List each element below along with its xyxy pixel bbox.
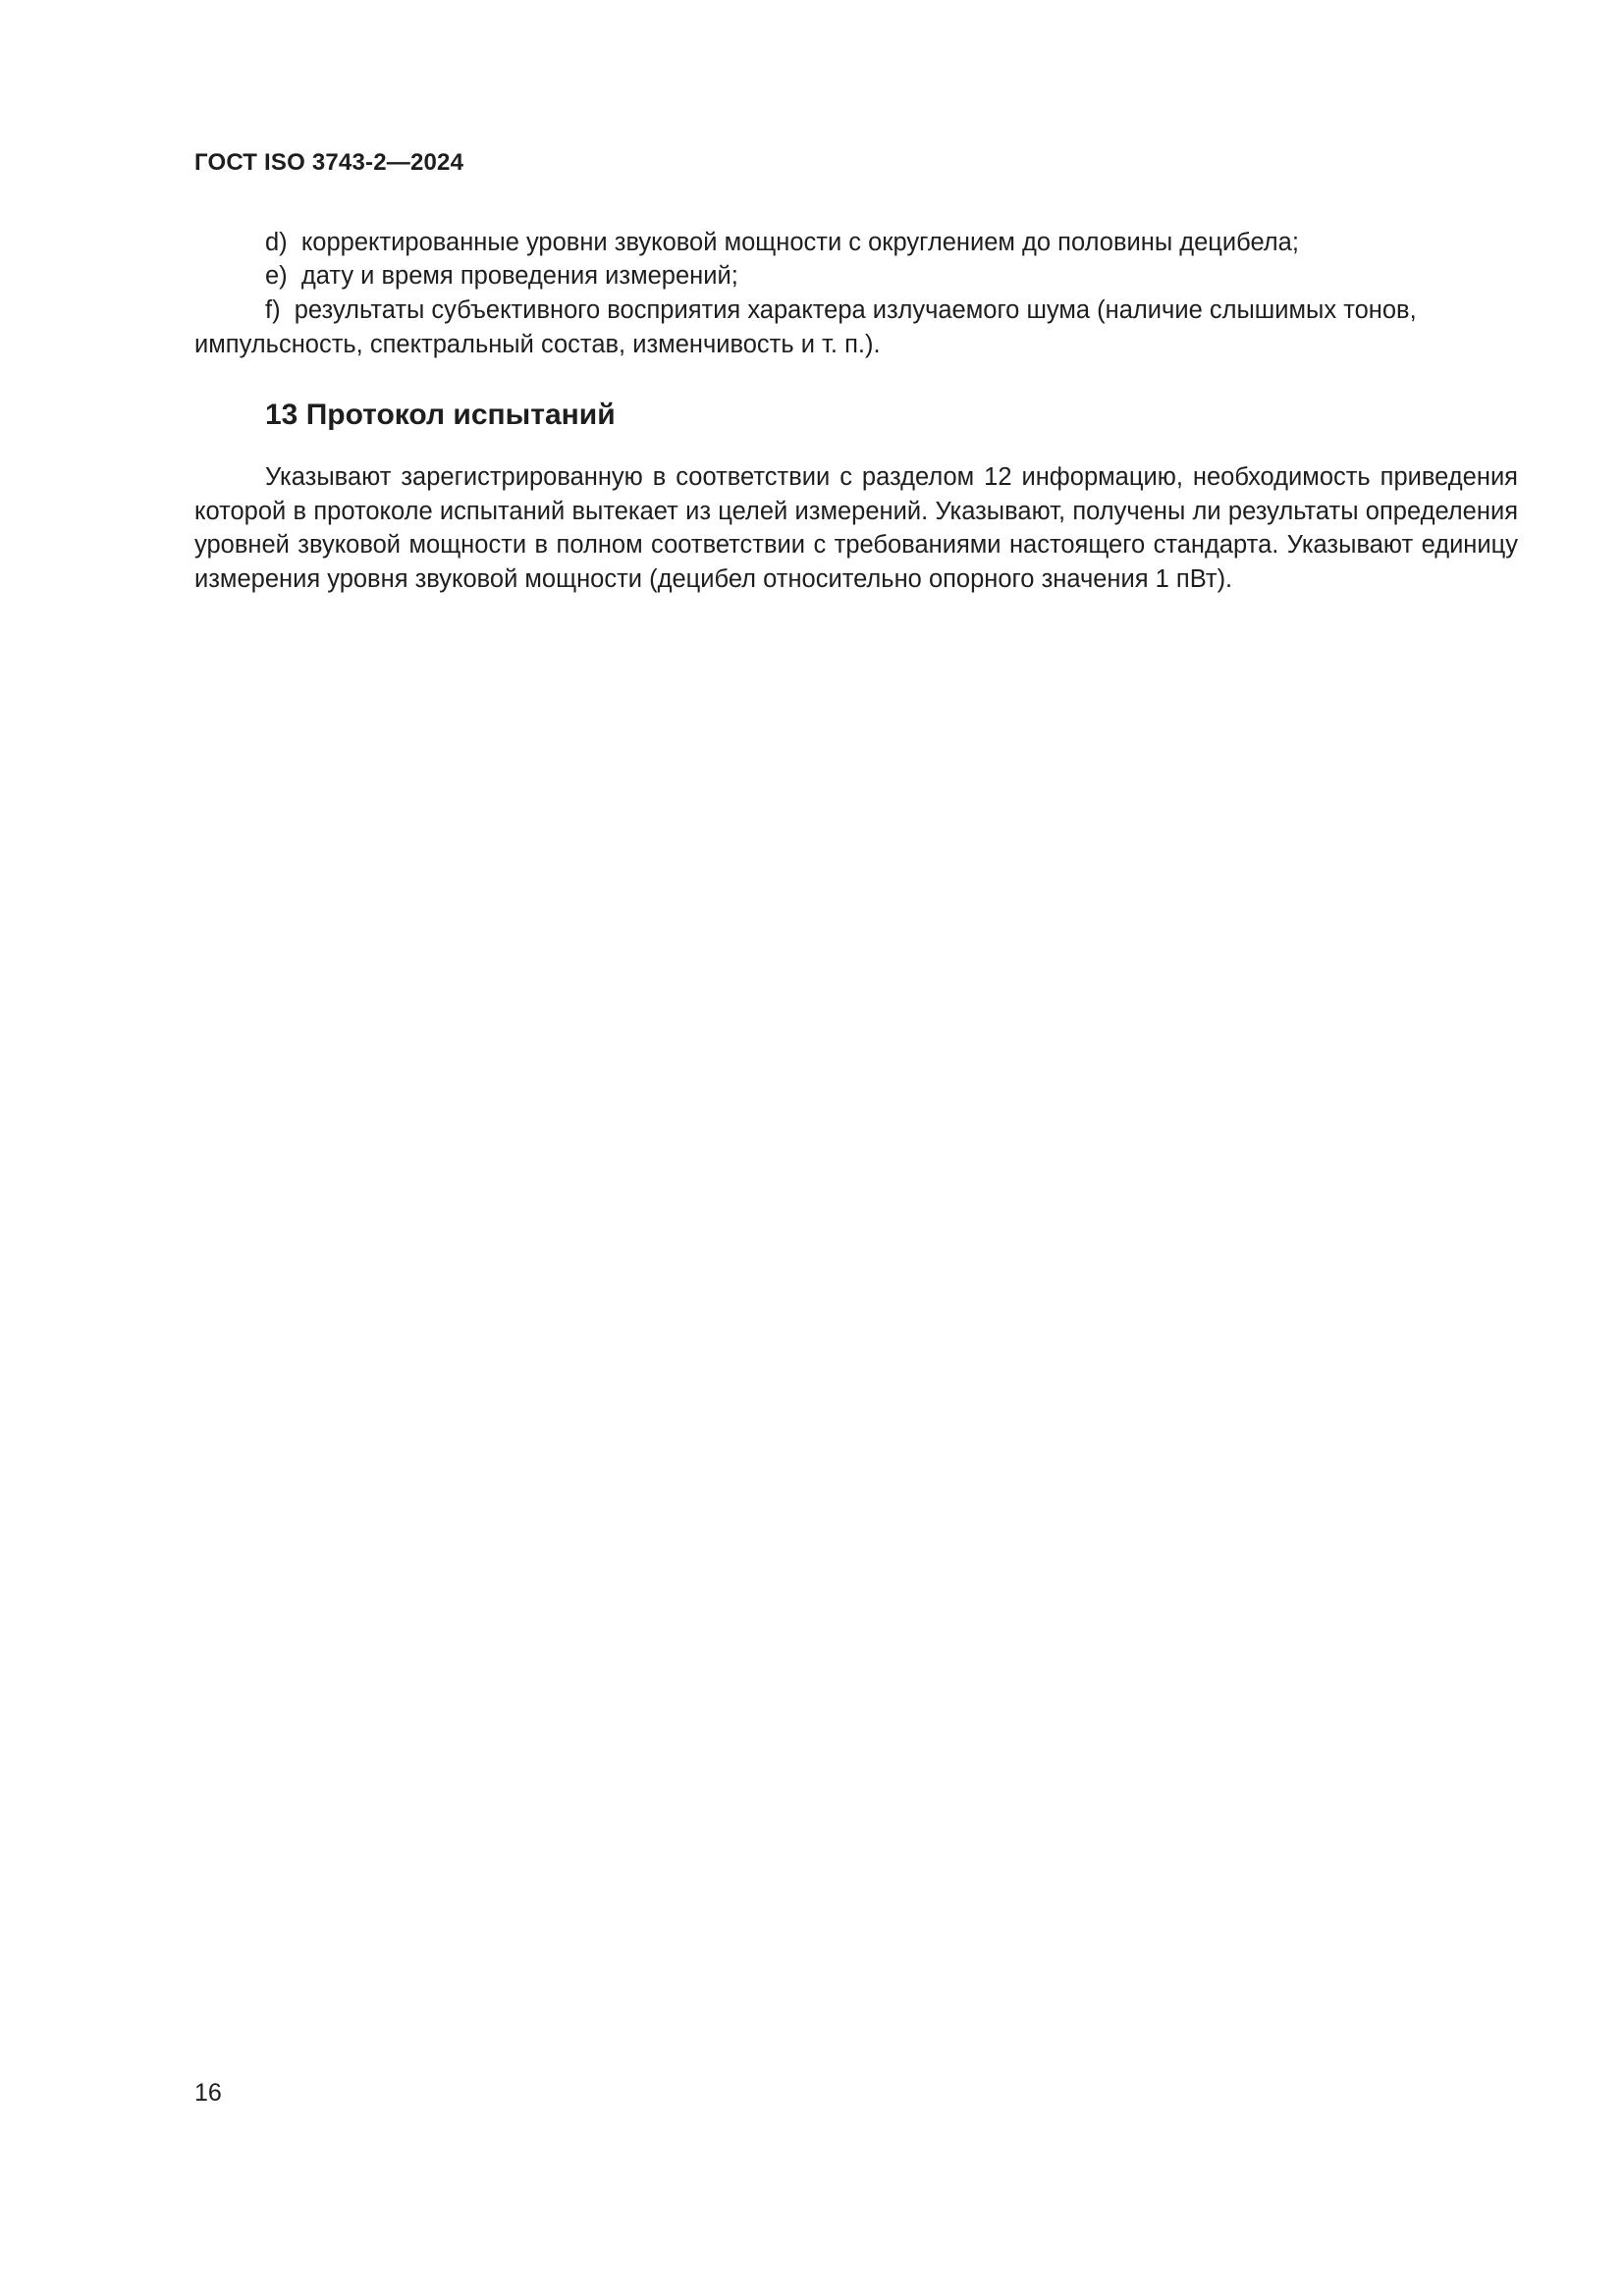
list-text: дату и время проведения измерений; bbox=[300, 262, 738, 290]
section-paragraph: Указывают зарегистрированную в соответствии с разделом 12 информацию, необходимость приведения которой в протоколе испытаний вытекает из целей измерений. Указывают, получены ли результаты определения уровней звуковой мощности в полном соответствии с требованиями настоящего стандарта. Указывают единицу измерения уровня звуковой мощности (децибел относительно опорного значения 1 пВт). bbox=[194, 463, 1518, 593]
list-item-f-continuation: импульсность, спектральный состав, изменчивость и т. п.). bbox=[194, 331, 881, 358]
list-item-f bbox=[265, 294, 1417, 327]
list-text: корректированные уровни звуковой мощности с округлением до половины децибела; bbox=[300, 229, 1299, 256]
document-header: ГОСТ ISO 3743-2—2024 bbox=[194, 149, 464, 176]
section-heading: 13 Протокол испытаний bbox=[265, 399, 616, 431]
page-number: 16 bbox=[194, 2079, 222, 2107]
list-label: e) bbox=[265, 262, 288, 290]
list-label: f) bbox=[265, 296, 281, 324]
list-item-e bbox=[265, 259, 738, 293]
list-label: d) bbox=[265, 229, 288, 256]
list-item-d bbox=[265, 226, 1299, 259]
list-text: результаты субъективного восприятия характера излучаемого шума (наличие слышимых тонов, bbox=[294, 296, 1417, 324]
